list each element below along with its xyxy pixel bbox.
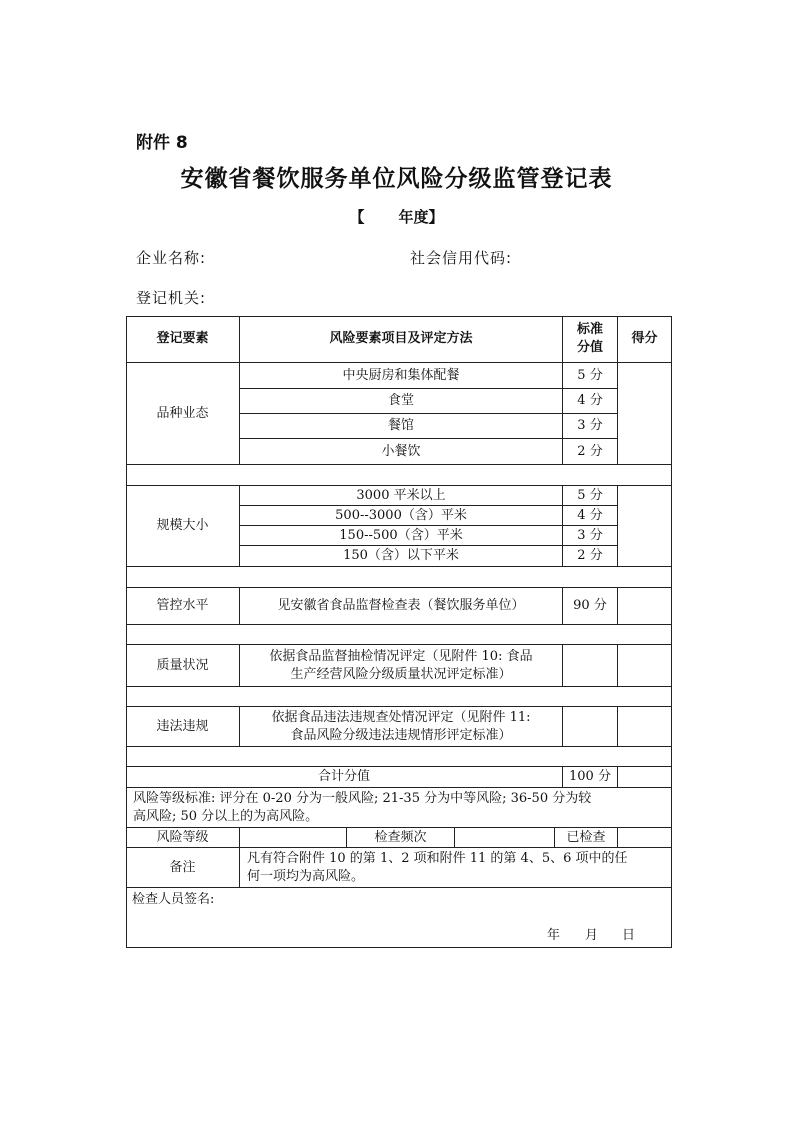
scale-score: 2 分 xyxy=(563,546,618,567)
attachment-label: 附件 8 xyxy=(136,133,188,153)
header-standard-line2: 分值 xyxy=(576,340,603,355)
signature-label: 检查人员签名: xyxy=(132,892,215,907)
violation-points-cell xyxy=(618,707,672,747)
scale-label: 规模大小 xyxy=(126,486,240,567)
spacer-row xyxy=(126,747,672,767)
year-line xyxy=(0,206,793,227)
header-score: 得分 xyxy=(618,316,672,363)
page-title: 安徽省餐饮服务单位风险分级监管登记表 xyxy=(180,166,613,192)
spacer-row xyxy=(126,625,672,645)
quality-label: 质量状况 xyxy=(126,645,240,687)
total-points-cell xyxy=(618,767,672,788)
spacer-row xyxy=(126,687,672,707)
risk-standard-line2: 高风险; 50 分以上的为高风险。 xyxy=(133,808,319,824)
header-element: 登记要素 xyxy=(126,316,240,363)
business-type-item: 餐馆 xyxy=(240,414,563,439)
violation-standard-cell xyxy=(563,707,618,747)
violation-line1: 依据食品违法违规查处情况评定（见附件 11: xyxy=(271,709,531,725)
total-score: 100 分 xyxy=(563,767,618,788)
spacer-row xyxy=(126,465,672,486)
scale-points-cell xyxy=(618,486,672,567)
business-type-item: 小餐饮 xyxy=(240,439,563,465)
header-standard xyxy=(563,316,618,363)
scale-score: 4 分 xyxy=(563,506,618,526)
scale-item: 3000 平米以上 xyxy=(240,486,563,506)
scale-item: 150（含）以下平米 xyxy=(240,546,563,567)
violation-label: 违法违规 xyxy=(126,707,240,747)
header-standard-line1: 标准 xyxy=(576,322,603,338)
credit-code-label: 社会信用代码: xyxy=(410,249,513,267)
spacer-row xyxy=(126,567,672,588)
registration-authority-label: 登记机关: xyxy=(136,289,207,307)
scale-score: 3 分 xyxy=(563,526,618,546)
checked-label: 已检查 xyxy=(555,828,618,848)
risk-level-value xyxy=(240,828,347,848)
date-month: 月 xyxy=(585,928,599,943)
total-label: 合计分值 xyxy=(126,767,563,788)
checked-value xyxy=(618,828,672,848)
business-type-score: 4 分 xyxy=(563,389,618,414)
remarks-line2: 何一项均为高风险。 xyxy=(247,868,365,884)
control-score: 90 分 xyxy=(563,588,618,625)
violation-item xyxy=(240,707,563,747)
control-points-cell xyxy=(618,588,672,625)
risk-standard-line1: 风险等级标准: 评分在 0-20 分为一般风险; 21-35 分为中等风险; 36-50 分为较 xyxy=(133,790,592,806)
company-name-label: 企业名称: xyxy=(136,249,207,267)
violation-line2: 食品风险分级违法违规情形评定标准） xyxy=(290,727,512,743)
year-bracket-open: 【 xyxy=(349,208,365,226)
business-type-score: 3 分 xyxy=(563,414,618,439)
date-year: 年 xyxy=(547,928,561,943)
date-day: 日 xyxy=(622,928,636,943)
quality-line1: 依据食品监督抽检情况评定（见附件 10: 食品 xyxy=(269,648,533,664)
remarks-label: 备注 xyxy=(126,848,240,888)
check-frequency-label: 检查频次 xyxy=(347,828,455,848)
quality-item xyxy=(240,645,563,687)
scale-item: 150--500（含）平米 xyxy=(240,526,563,546)
scale-score: 5 分 xyxy=(563,486,618,506)
control-label: 管控水平 xyxy=(126,588,240,625)
business-type-item: 中央厨房和集体配餐 xyxy=(240,363,563,389)
check-frequency-value xyxy=(455,828,555,848)
business-type-item: 食堂 xyxy=(240,389,563,414)
quality-line2: 生产经营风险分级质量状况评定标准） xyxy=(290,666,512,682)
control-item: 见安徽省食品监督检查表（餐饮服务单位） xyxy=(240,588,563,625)
remarks-line1: 凡有符合附件 10 的第 1、2 项和附件 11 的第 4、5、6 项中的任 xyxy=(247,850,628,866)
risk-standard xyxy=(126,788,672,828)
business-type-score: 5 分 xyxy=(563,363,618,389)
business-type-label: 品种业态 xyxy=(126,363,240,465)
header-method: 风险要素项目及评定方法 xyxy=(240,316,563,363)
risk-level-label: 风险等级 xyxy=(126,828,240,848)
business-type-score: 2 分 xyxy=(563,439,618,465)
quality-standard-cell xyxy=(563,645,618,687)
scale-item: 500--3000（含）平米 xyxy=(240,506,563,526)
year-label: 年度】 xyxy=(398,208,444,226)
quality-points-cell xyxy=(618,645,672,687)
business-type-points-cell xyxy=(618,363,672,465)
remarks-text xyxy=(240,848,672,888)
